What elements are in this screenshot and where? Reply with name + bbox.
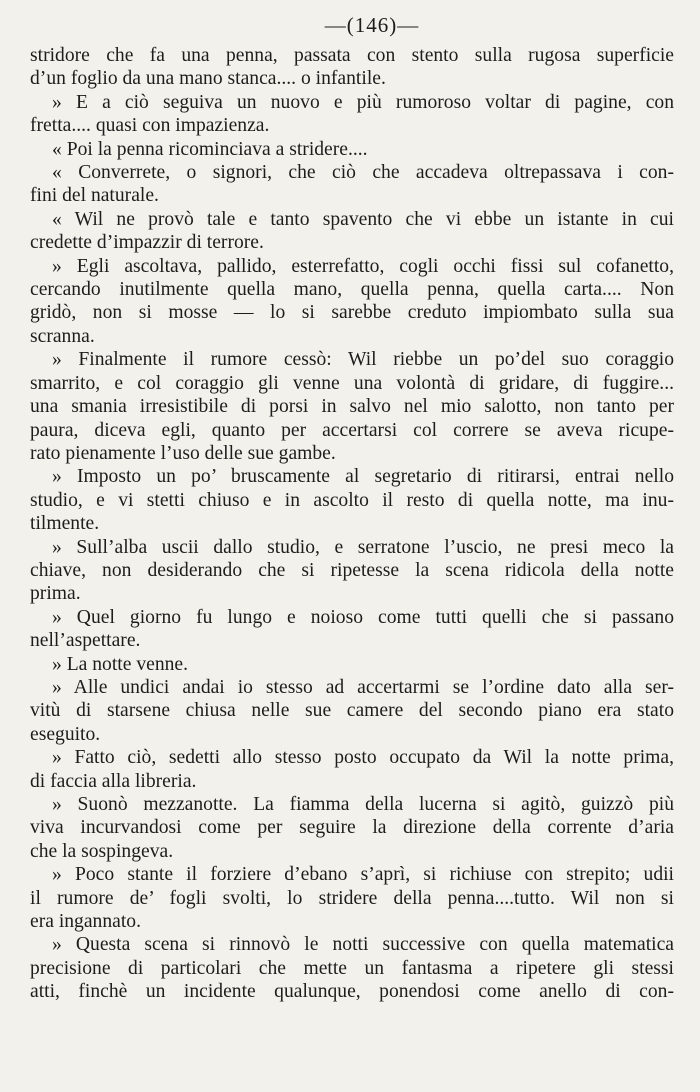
- text-line: precisione di particolari che mette un fantasma a ripetere gli stessi: [30, 957, 674, 979]
- page-number: —(146)—: [324, 13, 420, 37]
- text-line: » Alle undici andai io stesso ad accertarmi se l’ordine dato alla ser-: [52, 676, 674, 698]
- text-line: studio, e vi stetti chiuso e in ascolto il resto di quella notte, ma inu-: [30, 489, 674, 511]
- text-line: prima.: [30, 583, 81, 605]
- text-line: smarrito, e col coraggio gli venne una volontà di gridare, di fuggire...: [30, 372, 674, 394]
- text-line: d’un foglio da una mano stanca.... o infantile.: [30, 68, 386, 90]
- text-line: fretta.... quasi con impazienza.: [30, 115, 270, 137]
- text-line: il rumore de’ fogli svolti, lo stridere della penna....tutto. Wil non si: [30, 887, 674, 909]
- text-line: » La notte venne.: [52, 653, 189, 675]
- text-line: era ingannato.: [30, 911, 141, 933]
- text-line: nell’aspettare.: [30, 630, 141, 652]
- text-line: fini del naturale.: [30, 185, 159, 207]
- text-line: viva incurvandosi come per seguire la direzione della corrente d’aria: [30, 817, 674, 839]
- text-line: » Quel giorno fu lungo e noioso come tutti quelli che si passano: [52, 606, 674, 628]
- text-line: rato pienamente l’uso delle sue gambe.: [30, 442, 336, 464]
- text-line: » E a ciò seguiva un nuovo e più rumoroso voltar di pagine, con: [52, 91, 674, 113]
- text-line: » Sull’alba uscii dallo studio, e serratone l’uscio, ne presi meco la: [52, 536, 674, 558]
- text-line: scranna.: [30, 325, 95, 347]
- text-line: » Imposto un po’ bruscamente al segretario di ritirarsi, entrai nello: [52, 466, 674, 488]
- text-line: » Poco stante il forziere d’ebano s’aprì, si richiuse con strepito; udii: [52, 864, 674, 886]
- text-line: cercando inutilmente quella mano, quella penna, quella carta.... Non: [30, 279, 674, 301]
- text-line: vitù di starsene chiusa nelle sue camere del secondo piano era stato: [30, 700, 674, 722]
- text-line: stridore che fa una penna, passata con stento sulla rugosa superficie: [30, 45, 674, 66]
- text-line: « Poi la penna ricominciava a stridere....: [52, 138, 368, 160]
- text-line: una smania irresistibile di porsi in salvo nel mio salotto, non tanto per: [30, 396, 674, 418]
- text-line: » Finalmente il rumore cessò: Wil riebbe un po’del suo coraggio: [52, 349, 674, 371]
- text-line: » Fatto ciò, sedetti allo stesso posto occupato da Wil la notte prima,: [52, 747, 674, 769]
- text-line: » Questa scena si rinnovò le notti successive con quella matematica: [52, 934, 674, 956]
- text-line: tilmente.: [30, 513, 100, 535]
- text-line: credette d’impazzir di terrore.: [30, 232, 264, 254]
- text-line: « Wil ne provò tale e tanto spavento che vi ebbe un istante in cui: [52, 208, 674, 230]
- text-line: chiave, non desiderando che si ripetesse la scena ridicola della notte: [30, 559, 674, 581]
- text-line: di faccia alla libreria.: [30, 770, 197, 792]
- text-line: eseguito.: [30, 723, 101, 745]
- text-line: gridò, non si mosse — lo si sarebbe creduto impiombato sulla sua: [30, 302, 674, 324]
- text-line: paura, diceva egli, quanto per accertarsi col correre se aveva ricupe-: [30, 419, 674, 441]
- text-line: » Egli ascoltava, pallido, esterrefatto, cogli occhi fissi sul cofanetto,: [52, 255, 674, 277]
- text-line: » Suonò mezzanotte. La fiamma della lucerna si agitò, guizzò più: [52, 794, 674, 815]
- text-line: « Converrete, o signori, che ciò che accadeva oltrepassava i con-: [52, 162, 674, 184]
- body-text: [30, 44, 674, 1004]
- text-line: atti, finchè un incidente qualunque, ponendosi come anello di con-: [30, 981, 674, 1003]
- text-line: che la sospingeva.: [30, 840, 174, 862]
